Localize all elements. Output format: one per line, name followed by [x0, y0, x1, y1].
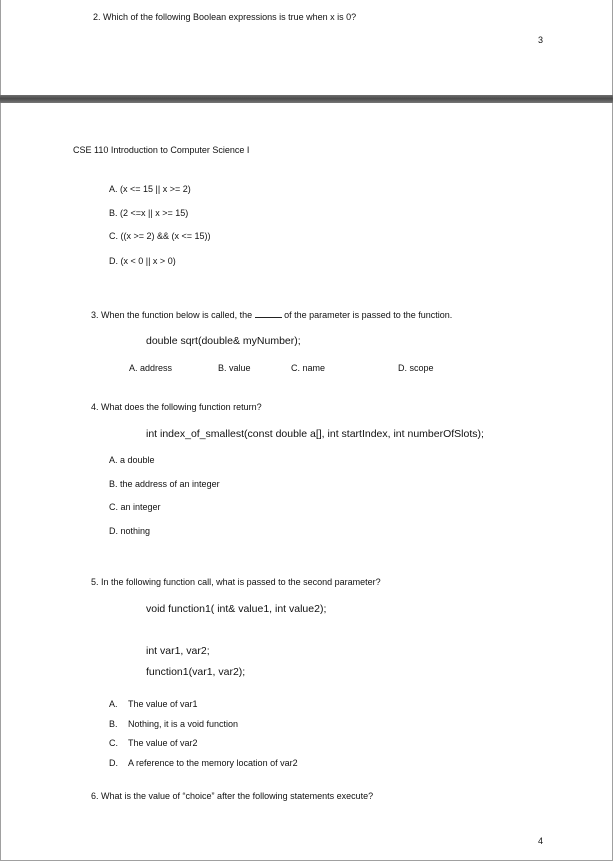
q3-option-b: B. value	[218, 363, 251, 373]
q2-option-d: D. (x < 0 || x > 0)	[109, 256, 176, 266]
q4-option-a: A. a double	[109, 455, 155, 465]
q5-option-c	[109, 738, 198, 748]
q2-option-a: A. (x <= 15 || x >= 2)	[109, 184, 191, 194]
course-header: CSE 110 Introduction to Computer Science I	[73, 145, 250, 155]
option-letter: B.	[109, 719, 118, 729]
question-2-text: 2. Which of the following Boolean expressions is true when x is 0?	[93, 12, 357, 22]
option-letter: C.	[109, 738, 118, 748]
q5-option-b	[109, 719, 239, 729]
q5-option-a	[109, 699, 198, 709]
q5-code-call: function1(var1, var2);	[146, 666, 246, 678]
q5-option-d	[109, 758, 298, 768]
page-number: 4	[538, 836, 544, 846]
question-4-text: 4. What does the following function return?	[91, 402, 262, 412]
page-separator	[0, 95, 613, 103]
q4-option-c: C. an integer	[109, 502, 161, 512]
q3-option-c: C. name	[291, 363, 326, 373]
option-text: Nothing, it is a void function	[128, 719, 239, 729]
page-3	[0, 0, 613, 95]
question-5-text: 5. In the following function call, what is passed to the second parameter?	[91, 577, 381, 587]
q4-option-d: D. nothing	[109, 526, 151, 536]
q4-option-b: B. the address of an integer	[109, 479, 220, 489]
option-text: The value of var2	[128, 738, 198, 748]
answer-blank	[255, 309, 282, 318]
q2-option-b: B. (2 <=x || x >= 15)	[109, 208, 189, 218]
q5-code-signature: void function1( int& value1, int value2);	[146, 603, 327, 615]
option-text: The value of var1	[128, 699, 198, 709]
question-6-text: 6. What is the value of “choice” after the following statements execute?	[91, 791, 374, 801]
q3-option-d: D. scope	[398, 363, 434, 373]
question-3-text	[91, 309, 452, 320]
option-letter: A.	[109, 699, 118, 709]
page-number: 3	[538, 35, 544, 45]
question-3-prefix: 3. When the function below is called, the	[91, 310, 253, 320]
page-4	[0, 103, 613, 861]
q2-option-c: C. ((x >= 2) && (x <= 15))	[109, 231, 211, 241]
option-text: A reference to the memory location of var2	[128, 758, 298, 768]
question-3-suffix: of the parameter is passed to the function.	[284, 310, 453, 320]
q4-code: int index_of_smallest(const double a[], int startIndex, int numberOfSlots);	[146, 428, 484, 440]
q3-code: double sqrt(double& myNumber);	[146, 335, 301, 347]
option-letter: D.	[109, 758, 118, 768]
q3-option-a: A. address	[129, 363, 173, 373]
q5-code-declaration: int var1, var2;	[146, 645, 210, 657]
